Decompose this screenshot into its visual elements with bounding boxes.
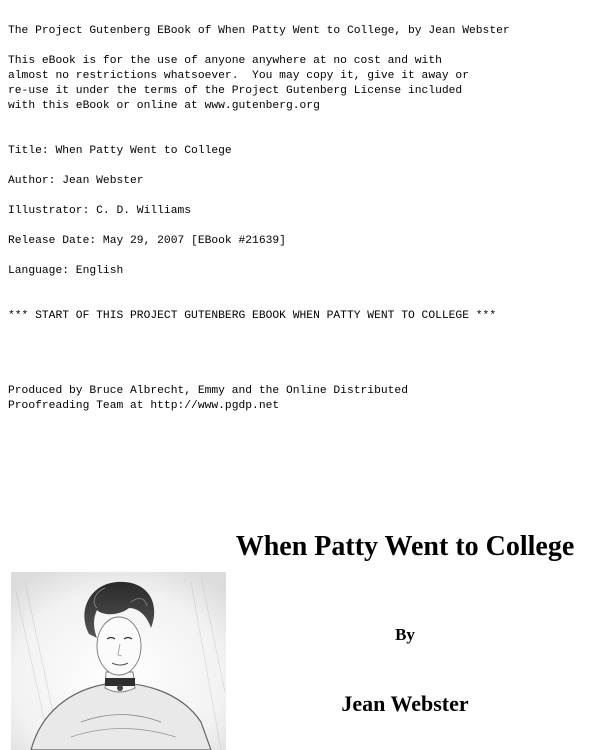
book-author-heading: Jean Webster [341, 691, 469, 716]
by-label: By [395, 625, 415, 644]
credits-line-1: Produced by Bruce Albrecht, Emmy and the Online Distributed [8, 385, 408, 397]
language-line: Language: English [8, 265, 124, 277]
frontispiece-portrait-image [11, 572, 226, 750]
title-line: Title: When Patty Went to College [8, 145, 232, 157]
release-date-line: Release Date: May 29, 2007 [EBook #21639] [8, 235, 286, 247]
credits-line-2: Proofreading Team at http://www.pgdp.net [8, 400, 280, 412]
license-line-2: almost no restrictions whatsoever. You may copy it, give it away or [8, 70, 469, 82]
start-marker-line: *** START OF THIS PROJECT GUTENBERG EBOOK WHEN PATTY WENT TO COLLEGE *** [8, 310, 497, 322]
header-line: The Project Gutenberg EBook of When Patty Went to College, by Jean Webster [8, 25, 510, 37]
license-line-4: with this eBook or online at www.gutenberg.org [8, 100, 320, 112]
author-line: Author: Jean Webster [8, 175, 144, 187]
illustrator-line: Illustrator: C. D. Williams [8, 205, 192, 217]
book-title-heading: When Patty Went to College [235, 531, 575, 562]
license-line-3: re-use it under the terms of the Project Gutenberg License included [8, 85, 463, 97]
license-line-1: This eBook is for the use of anyone anywhere at no cost and with [8, 55, 442, 67]
